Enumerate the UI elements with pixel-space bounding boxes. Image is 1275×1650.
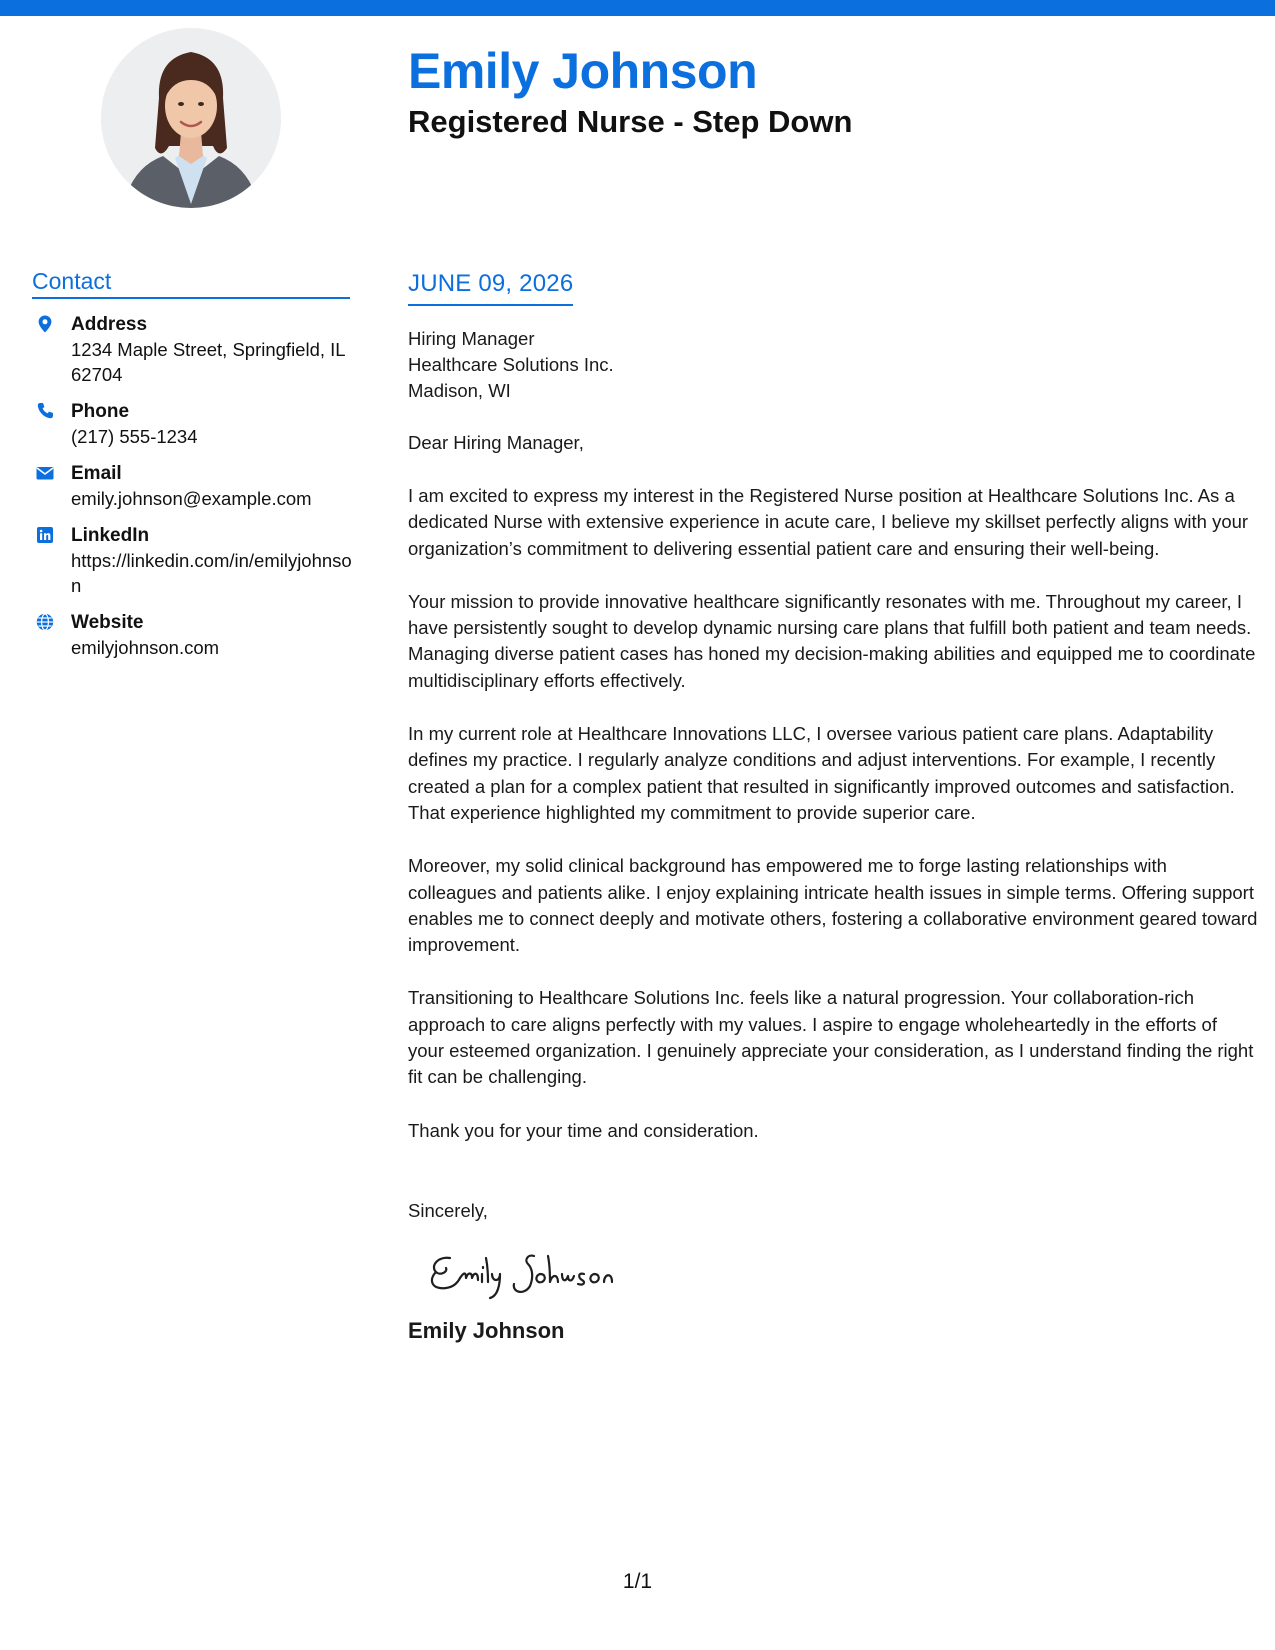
profile-photo	[101, 28, 281, 208]
letter-body	[408, 270, 1258, 1344]
contact-item-email	[32, 461, 352, 511]
contact-label: Website	[71, 612, 144, 633]
recipient-block	[408, 326, 1258, 404]
recipient-line: Madison, WI	[408, 380, 511, 401]
page-number: 1/1	[622, 1570, 653, 1593]
contact-item-address	[32, 312, 352, 387]
recipient-line: Healthcare Solutions Inc.	[408, 354, 614, 375]
linkedin-value[interactable]: https://linkedin.com/in/emilyjohnson	[71, 550, 352, 596]
job-title: Registered Nurse - Step Down	[408, 104, 853, 139]
address-value: 1234 Maple Street, Springfield, IL 62704	[71, 339, 345, 385]
thanks-line: Thank you for your time and consideration.	[408, 1119, 759, 1141]
contact-item-website	[32, 610, 352, 660]
body-paragraph: Transitioning to Healthcare Solutions Inc. feels like a natural progression. Your collaboration-rich approach to care aligns perfectly with my values. I aspire to engage wholeheartedly in the efforts of your esteemed organization. I genuinely appreciate your consideration, as I understand finding the right fit can be challenging.	[408, 987, 1254, 1088]
phone-icon	[35, 401, 55, 421]
applicant-name: Emily Johnson	[408, 43, 758, 99]
contact-heading: Contact	[32, 268, 350, 299]
email-value[interactable]: emily.johnson@example.com	[71, 488, 312, 509]
contact-item-linkedin	[32, 523, 352, 598]
globe-icon	[35, 612, 55, 632]
contact-item-phone	[32, 399, 352, 449]
salutation: Dear Hiring Manager,	[408, 432, 584, 453]
body-paragraph: I am excited to express my interest in the Registered Nurse position at Healthcare Solutions Inc. As a dedicated Nurse with extensive experience in acute care, I believe my skillset perfectly aligns with your organization’s commitment to delivering essential patient care and ensuring their well-being.	[408, 485, 1249, 559]
website-value[interactable]: emilyjohnson.com	[71, 637, 220, 658]
contact-label: Phone	[71, 401, 130, 422]
recipient-line: Hiring Manager	[408, 328, 535, 349]
body-paragraph: Moreover, my solid clinical background has empowered me to forge lasting relationships with colleagues and patients alike. I enjoy explaining intricate health issues in simple terms. Offering support enables me to connect deeply and motivate others, fostering a collaborative environment geared toward improvement.	[408, 855, 1258, 956]
body-paragraph: In my current role at Healthcare Innovations LLC, I oversee various patient care plans. Adaptability defines my practice. I regularly analyze conditions and adjust interventions. For example, I recently created a plan for a complex patient that resulted in significantly improved outcomes and satisfaction. That experience highlighted my commitment to provide superior care.	[408, 723, 1235, 823]
envelope-icon	[35, 463, 55, 483]
map-pin-icon	[35, 314, 55, 334]
linkedin-icon	[35, 525, 55, 545]
body-paragraph: Your mission to provide innovative healthcare significantly resonates with me. Throughout my career, I have persistently sought to develop dynamic nursing care plans that fulfill both patient and team needs. Managing diverse patient cases has honed my decision-making abilities and equipped me to coordinate multidisciplinary efforts effectively.	[408, 590, 1256, 691]
contact-label: Email	[71, 463, 122, 484]
phone-value[interactable]: (217) 555-1234	[71, 426, 198, 447]
contact-label: LinkedIn	[71, 525, 150, 546]
contact-list	[32, 312, 352, 672]
contact-label: Address	[71, 314, 148, 335]
closing-line: Sincerely,	[408, 1199, 488, 1221]
letter-date: JUNE 09, 2026	[408, 270, 573, 306]
handwritten-signature	[424, 1242, 664, 1302]
signed-name: Emily Johnson	[408, 1317, 565, 1343]
top-accent-bar	[0, 0, 1275, 16]
